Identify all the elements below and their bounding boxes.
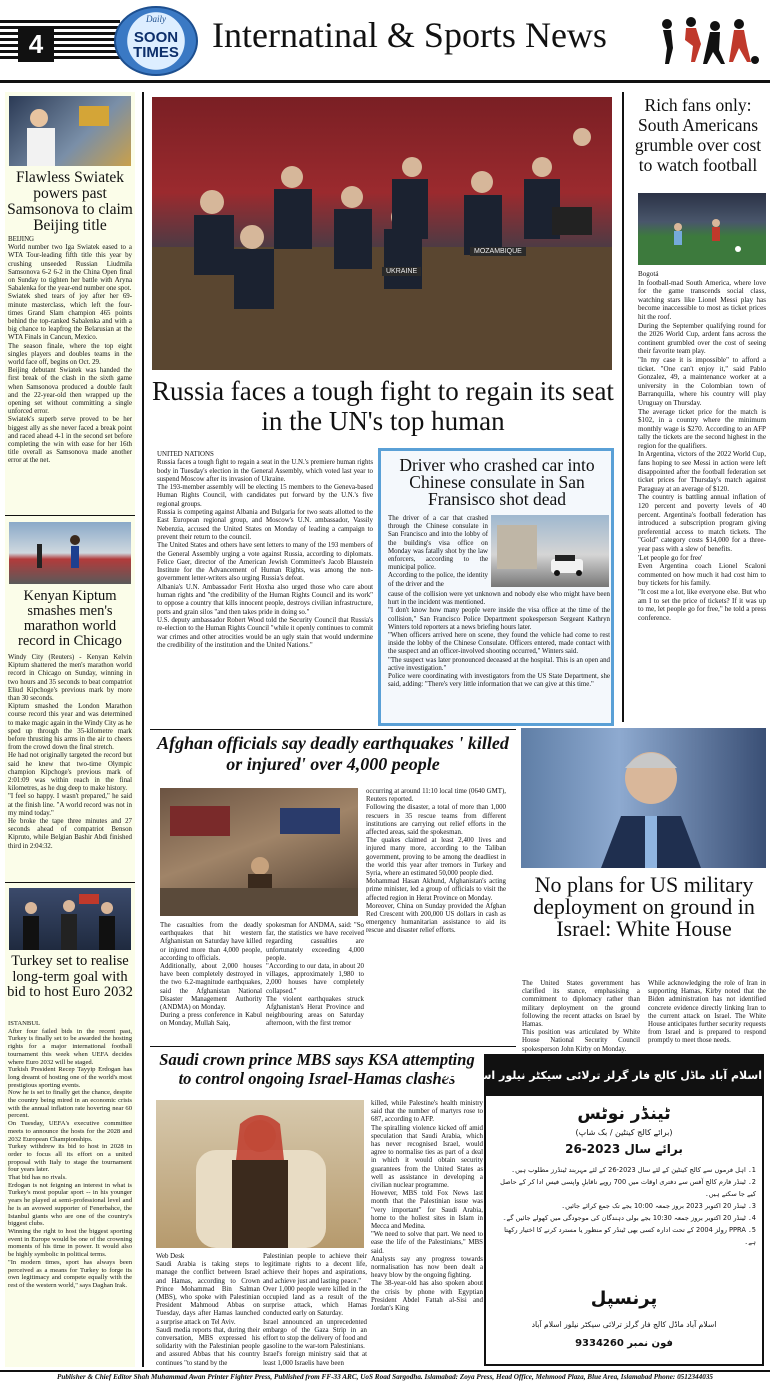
euro-bid-headline: Turkey set to realise long-term goal with bid to host Euro 2032 (7, 953, 133, 1000)
kiptum-headline: Kenyan Kiptum smashes men's marathon world record in Chicago (18, 588, 122, 649)
masthead-rule (0, 80, 770, 83)
us-body-col2: While acknowledging the role of Iran in supporting Hamas, Kirby noted that the Biden administration has not identified concrete evidence directly linking Iran to the current attack on Israel. The White House anticipates further security requests from Israel and is prepared to respond promptly to meet those needs. (648, 980, 766, 1045)
driver-body-rest: cause of the collision were yet unknown and nobody else who might have been hurt in the incident was mentioned. "I don't know how many people were inside the visa office at the time of the collision," San Francisco Police Department spokesperson Sergeant Kathryn Winters told reporters at a news briefing hours later. "When officers arrived here on scene, they found the vehicle had come to rest inside the lobby of the Chinese Consulate. Officers entered, made contact with the suspect and an officer-involved shooting occurred," Winters said. "The suspect was later pronounced deceased at the hospital. This is an open and active investigation." Police were coordinating with investigators from the US State Department, she said, adding: "There's very little information that we can give at this time." (388, 591, 610, 689)
kirby-photo (521, 728, 766, 868)
mozambique-nameplate: MOZAMBIQUE (470, 247, 526, 256)
saudi-body-col2: Palestinian people to achieve their legitimate rights to a decent life, achieve their hopes and aspirations, and achieve just and lasting peace." Over 1,000 people were killed in the occupied land as a result of the surprise attack, which Hamas conducted early on Saturday. Israel announced an unprecedented embargo of the Gaza Strip in an effort to stop the delivery of food and gasoline to the war-torn Palestinians. Israel's foreign ministry said that at least 1,000 Israelis have been (263, 1253, 367, 1367)
left-divider-1 (5, 515, 135, 516)
us-body-col1: The United States government has clarified its stance, emphasising a commitment to diplomacy rather than military deployment on the ground following the recent attacks on Israel by Hamas. This position was articulated by White House National Security Council spokesperson John Kirby on Monday. (522, 980, 640, 1053)
mbs-photo (156, 1100, 364, 1248)
masthead (0, 0, 770, 82)
euro-bid-body: ISTANBUL After four failed bids in the recent past, Turkey is finally set to be awarded the hosting rights for a major international football tournament this week when UEFA decides where Euro 2032 will be staged. Turkish President Recep Tayyip Erdogan has long dreamt of hosting one of the world's most prestigious sporting events. Now he is set to finally get the chance, despite the country being mired in an economic crisis with the annual inflation rate hovering near 60 percent. On Tuesday, UEFA's executive committee meets to announce the hosts for the 2028 and 2032 European Championships. Turkey withdrew its bid to host in 2028 in order to focus all its effort on a united proposal with Italy to stage the tournament four years later. That bid has no rivals. Erdogan is not feigning an interest in what is Turkey's most popular sport -- in his younger years he played at semi-professional level and he is an avowed supporter of Fenerbahce, the Istanbul giants who are one of the country's biggest clubs. Winning the right to host the biggest sporting event in Europe would be one of the crowning moments of his time in power. It would also be highly symbolic in political terms. "In modern times, sport has always been perceived as a means for Turkey to forge its own legitimacy and compete equally with the rest of the western world," says Daghan Irak. (8, 1020, 132, 1289)
ad-phone: فون نمبر 9334260 (575, 1338, 673, 1349)
section-title: Internatinal & Sports News (212, 15, 607, 55)
saudi-body-col3: killed, while Palestine's health ministry said that the number of martyrs rose to 687, according to AFP. The spiralling violence kicked off amid speculation that Saudi Arabia, which has never recognised Israel, would agree to normalise ties as part of a deal in which it would obtain security guarantees from the United States as well as assistance in developing a civilian nuclear programme. However, MBS told Fox News last month that the Palestinian issue was "very important" for Saudi Arabia, home to the holiest sites in Islam in Mecca and Medina. "We need to solve that part. We need to ease the life of the Palestinians," MBS said. Analysts say any progress towards normalisation has now been dealt a heavy blow by the ongoing fighting. The 38-year-old has also spoken about the crisis by phone with Egyptian President Abdel Fattah al-Sisi and Jordan's King (371, 1100, 483, 1313)
driver-story-box (378, 448, 614, 726)
tender-notice-ad (442, 1054, 764, 1366)
saudi-headline: Saudi crown prince MBS says KSA attempting to control ongoing Israel-Hamas clashes (159, 1050, 475, 1088)
euro-bid-photo (9, 888, 131, 950)
kiptum-body: Windy City (Reuters) - Kenyan Kelvin Kiptum shattered the men's marathon world record in Chicago on Sunday, winning in two hours and 35 seconds to beat compatriot Eliud Kipchoge's previous mark by more than 30 seconds. Kiptum smashed the London Marathon course record this year and was determined to make magic again in the Windy City as he sped up through the 35-kilometre mark before thrusting his arms in the air to cheers from the crowd down the final stretch. He had not originally targeted the record but said he knew that two-time Olympic champion Kipchoge's previous mark of 2:01:09 was within reach in the final kilometres, as he dug deep to make history. "I feel so happy. I wasn't prepared," he said at the finish line. "A world record was not in my mind today." He broke the tape three minutes and 27 seconds ahead of compatriot Benson Kipruto, while Belgian Bashir Abdi finished third in 2:04:32. (8, 654, 132, 850)
center-divider-2 (150, 1046, 516, 1047)
afghan-body-col1: The casualties from the deadly earthquakes that hit western Afghanistan on Saturday have killed or injured more than 4,000 people, according to officials. Additionally, about 2,000 houses have been completely destroyed in the two 6.2-magnitude earthquakes, said the Afghanistan National Disaster Management Authority (ANDMA) on Monday. During a press conference in Kabul on Monday, Mullah Saiq, (160, 922, 262, 1028)
afghan-body-col3: occurring at around 11:10 local time (0640 GMT), Reuters reported. Following the disaster, a total of more than 1,000 rescuers in 35 rescue teams from different institutions are carrying out relief efforts in the affected areas, said the spokesman. The quakes claimed at least 2,400 lives and injured many more, according to the Taliban government, proving to be among the deadliest in the world this year after tremors in Turkey and Syria, where an estimated 50,000 people died. Mohammad Hasan Akhund, Afghanistan's acting prime minister, led a group of officials to visit the affected region in Herat Province on Monday. Moreover, China on Sunday provided the Afghan Red Crescent with 200,000 US dollars in cash as emergency humanitarian assistance to aid its rescue and disaster relief efforts. (366, 788, 506, 935)
afghan-body-col2: spokesman for ANDMA, said: "So far, the statistics we have received regarding casualties are unfortunately exceeding 4,000 people. "According to our data, in about 20 villages, approximately 1,980 to 2,000 houses have completely collapsed." The violent earthquakes struck Afghanistan's Herat Province and neighbouring areas on Saturday afternoon, with the first tremor (266, 922, 364, 1028)
kiptum-photo (9, 522, 131, 584)
swiatek-headline: Flawless Swiatek powers past Samsonova to claim Beijing title (7, 169, 133, 234)
afghan-headline: Afghan officials say deadly earthquakes ' killed or injured' over 4,000 people (157, 733, 509, 774)
left-divider-2 (5, 882, 135, 883)
ad-signature: پرنسپل (590, 1288, 658, 1309)
driver-body-top: The driver of a car that crashed through the Chinese consulate in San Francisco and into the lobby of the building's visa office on Monday was fatally shot by the law enforcers, according to the municipal police. According to the police, the identity of the driver and the (388, 515, 488, 588)
ad-subtitle: (برائے کالج کینٹین / بک شاپ) (575, 1128, 673, 1137)
sports-figures-icon (655, 14, 760, 70)
fans-body: Bogotá In football-mad South America, where love for the game transcends social class, watching stars like Lionel Messi play has become inaccessible to most as ticket prices hit the roof. During the September qualifying round for the 2026 World Cup, ardent fans across the continent grumbled over the cost of seeing their favorite team play. "In my case it is impossible" to afford a ticket. "One can't enjoy it," said Pablo Gonzalez, 49, a maintenance worker at a university in the Colombian town of Barranquilla, where his country will play Uruguay on Thursday. The average ticket price for the match is $102, in a country where the minimum monthly wage is $270. According to an AFP tally the tickets are the second highest in the region for the qualifiers. In Argentina, victors of the 2022 World Cup, fans hoping to see Messi in action were left disappointed after the football federation set ticket prices for Thursday's match against Paraguay at an average of $120. The country is battling annual inflation of 120 percent and poverty levels of 40 percent. Argentina's football federation has introduced a subscription program giving preferential access to match tickets. The "Gold" category costs $14,000 for a three-year pass with a slew of benefits. 'Let people go for free' Even Argentina coach Lionel Scaloni commented on how much it had cost him to buy tickets for his family. "It cost me a lot, like everyone else. But who am I to set the price of tickets? If it was up to me, let people go for free," he told a press conference. (638, 270, 766, 622)
page-number: 4 (18, 26, 54, 62)
ad-footer: اسلام آباد ماڈل کالج فار گرلز ترلائی سیکٹر نیلور اسلام آباد (531, 1320, 717, 1329)
footer-rule (0, 1370, 770, 1372)
ad-item: 5۔ PPRA رولز 2004 کے تحت ادارہ کسی بھی ٹینڈر کو منظور یا مسترد کرنے کا اختیار رکھتا ہے۔ (504, 1226, 756, 1246)
ad-year: برائے سال 2023-26 (565, 1142, 683, 1156)
consulate-photo (491, 515, 609, 587)
us-headline: No plans for US military deployment on ground in Israel: White House (533, 872, 755, 941)
ad-item: 2۔ ٹینڈر فارم کالج آفس سے دفتری اوقات میں 700 روپے ناقابلِ واپسی فیس ادا کر کے حاصل کیے جا سکتے ہیں۔ (500, 1178, 756, 1198)
publisher-footer: Publisher & Chief Editor Shah Muhammad Awan Printer Fighter Press, Published from FF-33 ARC, UoS Road Sargodha. Islamabad: Zoya Press, Head Office, Mehmood Plaza, Blue Area, Islamabad Phone: 0512344035 (56, 1373, 714, 1381)
logo-name: SOON TIMES (133, 29, 179, 61)
center-divider-1 (150, 729, 516, 730)
football-match-photo (638, 193, 766, 265)
ad-item: 4۔ ٹینڈر 20 اکتوبر بروز جمعہ 10:30 بجے بولی دہندگان کی موجودگی میں کھولے جائیں گے۔ (502, 1214, 756, 1222)
ad-item: 1۔ اہل فرموں سے کالج کینٹین کے لئے سال 2023-26 کے لئے مہربند ٹینڈرز مطلوب ہیں۔ (511, 1166, 756, 1174)
swiatek-photo (9, 96, 131, 166)
un-council-photo (152, 97, 612, 370)
driver-headline: Driver who crashed car into Chinese consulate in San Fransisco shot dead (399, 455, 595, 509)
ukraine-nameplate: UKRAINE (382, 267, 421, 276)
fans-headline: Rich fans only: South Americans grumble over cost to watch football (634, 95, 762, 175)
earthquake-photo (160, 788, 358, 916)
left-column-rule (142, 92, 144, 1367)
swiatek-body: BEIJING World number two Iga Swiatek eased to a WTA Tour-leading fifth title this year by crushing unseeded Russian Liudmila Samsonova 6-2 6-2 in the China Open final on Sunday to tighten her battle with Aryna Sabalenka for the year-end number one spot. Swiatek shed tears of joy after her 69-minute masterclass, which left the four-times Grand Slam champion 465 points behind the top-ranked Sabalenka and with a big chance to leapfrog the Belarusian at the WTA Finals in Cancun, Mexico. The season finale, where the top eight singles players and doubles teams in the world face off, begins on Oct. 29. Beijing debutant Swiatek was handed the first break of the clash in the sixth game when Samsonova produced a double fault and the 22-year-old then wrapped up the opening set without committing a single unforced error. Swiatek's superb serve proved to be her biggest ally as she never faced a break point and raced ahead 4-1 in the second set before completing the win with ease for her 16th title overall as Samsonova made another error at the net. (8, 236, 132, 465)
ad-items (494, 1164, 756, 1248)
right-column-rule (622, 92, 624, 722)
logo-top-text: Daily (146, 14, 166, 24)
russia-body: UNITED NATIONS Russia faces a tough fight to regain a seat in the U.N.'s premiere human rights body in Tuesday's election in the General Assembly, which voted last year to suspend Moscow after its invasion of Ukraine. The 193-member assembly will be electing 15 members to the Geneva-based Human Rights Council, with candidates put forward by the U.N.'s five regional groups. Russia is competing against Albania and Bulgaria for two seats allotted to the East European regional group, and Moscow's U.N. ambassador, Vassily Nebenzia, accused the United States on Monday of leading a campaign to prevent their return to the council. The United States and others have sent letters to many of the 193 members of the General Assembly urging a vote against Russia, according to diplomats. Felice Gaer, director of the American Jewish Committee's Jacob Blaustein Institute for the Advancement of Human Rights, was among the non-government letter-writers also urging Russia's defeat. Albania's U.N. Ambassador Ferit Hoxha also urged those who care about human rights and "the credibility of the Human Rights Council and its work" to oppose a country that kills innocent people, destroys civilian infrastructure, ports and grain silos "and then takes pride in doing so." U.S. deputy ambassador Robert Wood told the Security Council that Russia's re-election to the Human Rights Council "while it openly continues to commit war crimes and other atrocities would be an ugly stain that would undermine the credibility of the institution and the United Nations." (157, 451, 373, 649)
left-column (5, 92, 135, 1367)
ad-header: اسلام آباد ماڈل کالج فار گرلز ترلائی سیکٹر نیلور اسلام آباد (486, 1056, 762, 1096)
ad-title: ٹینڈر نوٹس (577, 1104, 671, 1124)
newspaper-logo (114, 6, 198, 76)
russia-headline: Russia faces a tough fight to regain its seat in the UN's top human (152, 376, 614, 436)
ad-item: 3۔ ٹینڈر 20 اکتوبر 2023 بروز جمعہ 10:00 بجے تک جمع کرائے جائیں۔ (561, 1202, 756, 1210)
saudi-body-col1: Web Desk Saudi Arabia is taking steps to manage the conflict between Israel and Hamas, according to Crown Prince Mohammad Bin Salman (MBS), who spoke with Palestinian President Mahmoud Abbas on Tuesday, days after Hamas launched a surprise attack on Tel Aviv. Saudi media reports that, during their conversation, MBS expressed his solidarity with the Palestinian people and assured Abbas that his country continues "to stand by the (156, 1253, 260, 1367)
